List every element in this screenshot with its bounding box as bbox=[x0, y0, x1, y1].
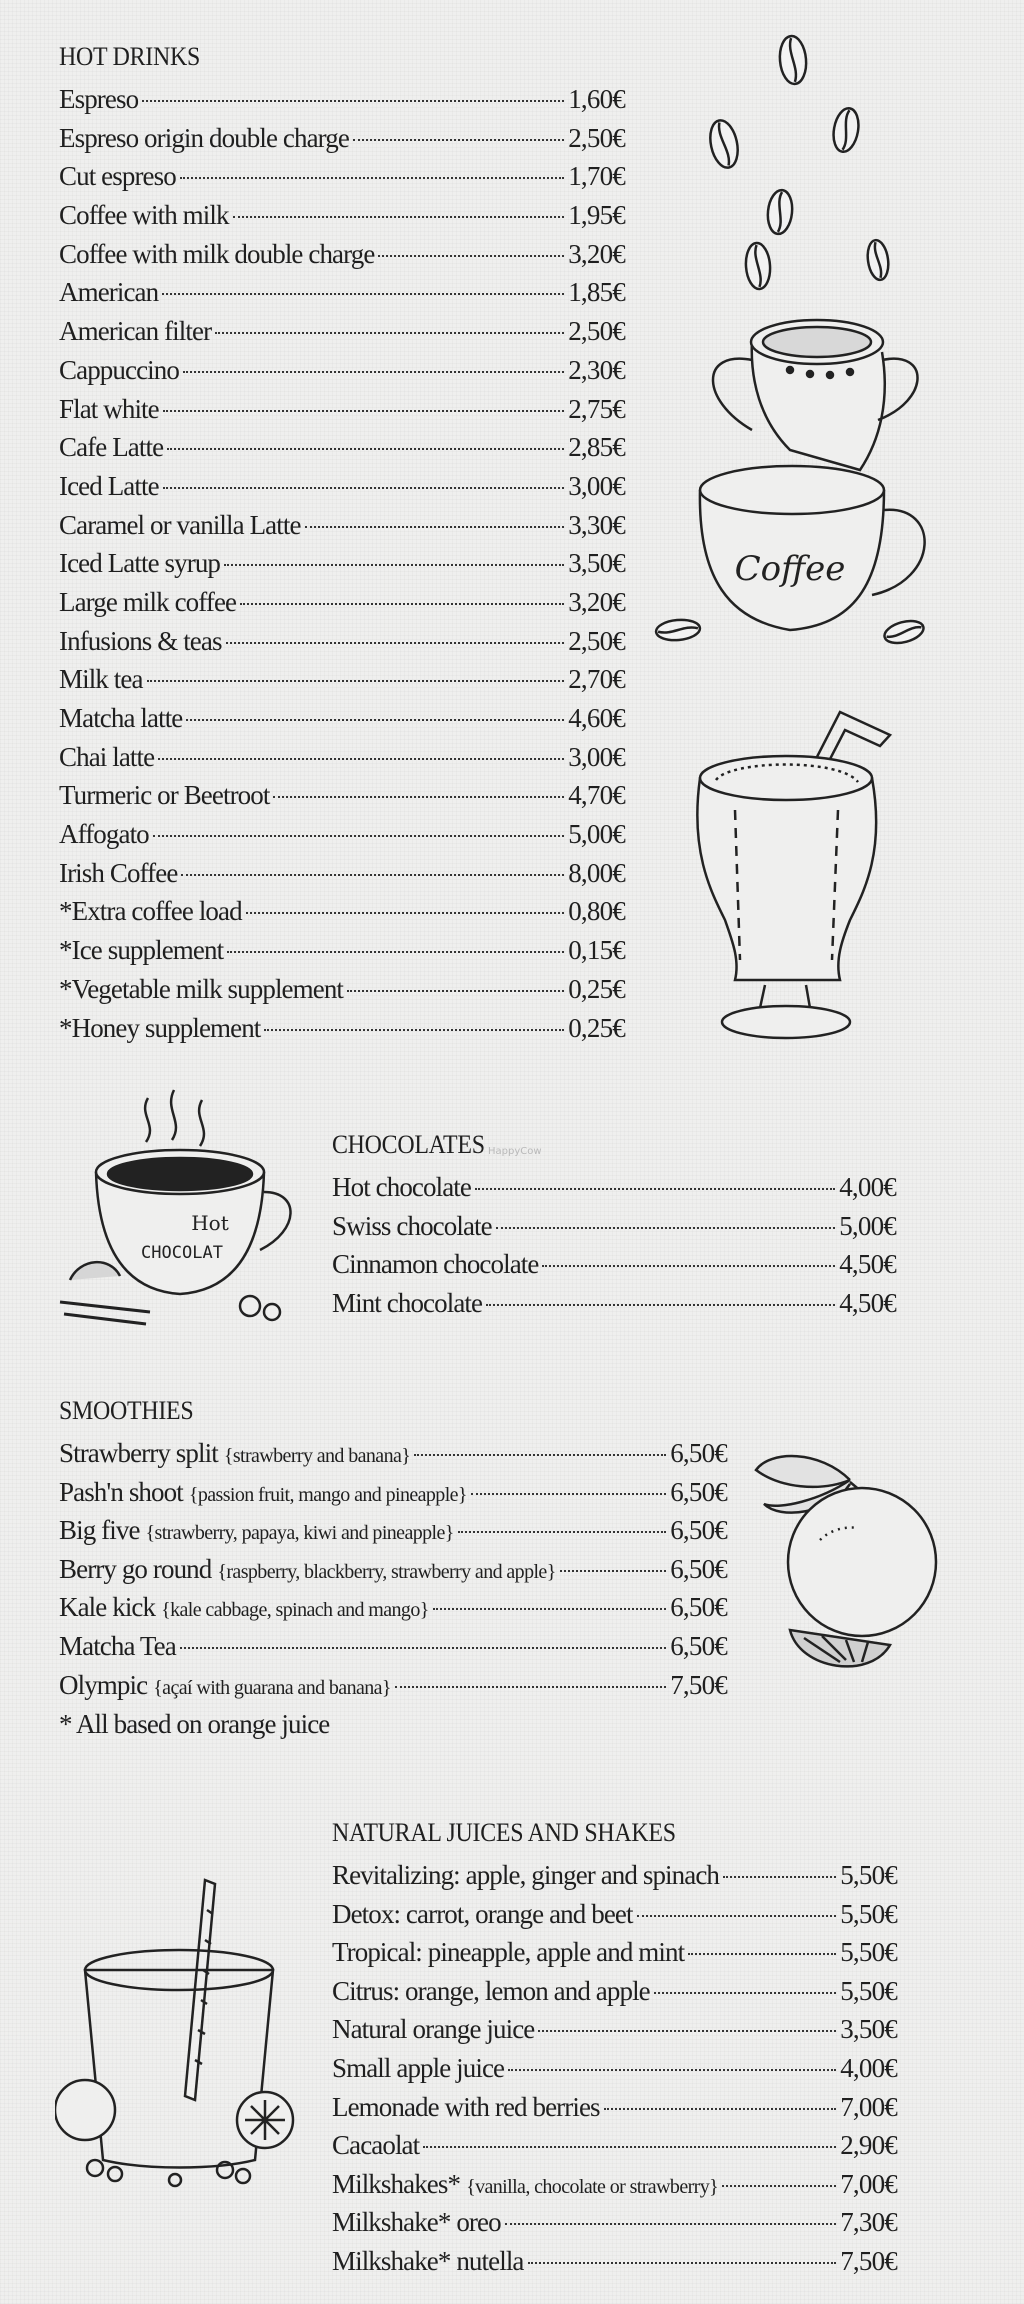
menu-item-description: {vanilla, chocolate or strawberry} bbox=[466, 2175, 719, 2198]
menu-item-row bbox=[59, 1666, 727, 1705]
dotted-leader bbox=[347, 990, 564, 992]
menu-item-name: Natural orange juice bbox=[332, 2014, 535, 2045]
menu-item-name: Cinnamon chocolate bbox=[332, 1249, 539, 1280]
menu-item-price: 5,50€ bbox=[840, 1898, 897, 1929]
cup-hot-label: Hot bbox=[191, 1211, 229, 1235]
section-title: CHOCOLATES bbox=[332, 1130, 485, 1159]
menu-item-name: American bbox=[59, 277, 159, 308]
menu-item-row bbox=[59, 273, 625, 312]
menu-item-name: Iced Latte bbox=[59, 470, 159, 501]
menu-item-name: Mint chocolate bbox=[332, 1287, 483, 1318]
menu-item-price: 2,90€ bbox=[840, 2130, 897, 2161]
menu-item-price: 5,50€ bbox=[840, 1937, 897, 1968]
menu-item-price: 3,20€ bbox=[568, 586, 625, 617]
menu-item-name: Milkshakes* bbox=[332, 2168, 461, 2199]
dotted-leader bbox=[227, 951, 564, 953]
menu-item-row bbox=[332, 1168, 896, 1207]
menu-item-row bbox=[332, 2203, 897, 2242]
cup-coffee-label: Coffee bbox=[734, 549, 846, 589]
dotted-leader bbox=[226, 642, 565, 644]
menu-item-price: 3,20€ bbox=[568, 238, 625, 269]
menu-item-row bbox=[59, 931, 625, 970]
juices-section bbox=[332, 1816, 897, 2281]
menu-item-row bbox=[59, 699, 625, 738]
menu-item-price: 6,50€ bbox=[670, 1515, 727, 1546]
menu-item-price: 8,00€ bbox=[568, 857, 625, 888]
menu-item-price: 5,50€ bbox=[840, 1975, 897, 2006]
menu-item-name: Olympic bbox=[59, 1669, 148, 1700]
menu-item-row bbox=[59, 467, 625, 506]
menu-item-name: Caramel or vanilla Latte bbox=[59, 509, 301, 540]
menu-item-row bbox=[332, 2010, 897, 2049]
menu-item-price: 4,60€ bbox=[568, 703, 625, 733]
dotted-leader bbox=[163, 410, 564, 412]
dotted-leader bbox=[215, 332, 564, 334]
menu-item-name: Turmeric or Beetroot bbox=[59, 780, 270, 811]
dotted-leader bbox=[305, 526, 565, 528]
menu-item-row bbox=[332, 1284, 896, 1323]
menu-item-price: 2,50€ bbox=[568, 316, 625, 347]
menu-item-price: 2,70€ bbox=[568, 664, 625, 695]
menu-item-row bbox=[332, 1856, 897, 1895]
menu-item-name: Tropical: pineapple, apple and mint bbox=[332, 1937, 685, 1968]
coffee-bean-icon bbox=[778, 35, 808, 85]
chocolates-list bbox=[332, 1168, 896, 1322]
hot-chocolate-illustration bbox=[50, 1080, 310, 1340]
menu-item-name: Cut espreso bbox=[59, 161, 176, 192]
coffee-bean-icon bbox=[882, 617, 926, 647]
menu-item-row bbox=[59, 776, 625, 815]
menu-item-description: {açaí with guarana and banana} bbox=[153, 1676, 391, 1699]
menu-item-description: {strawberry, papaya, kiwi and pineapple} bbox=[145, 1522, 454, 1545]
menu-item-name: Matcha Tea bbox=[59, 1630, 176, 1661]
dotted-leader bbox=[475, 1188, 835, 1190]
dotted-leader bbox=[654, 1992, 836, 1994]
dotted-leader bbox=[414, 1454, 666, 1456]
menu-item-price: 1,60€ bbox=[568, 84, 625, 114]
dotted-leader bbox=[264, 1029, 564, 1031]
menu-item-price: 7,50€ bbox=[840, 2245, 897, 2276]
menu-item-price: 6,50€ bbox=[670, 1476, 727, 1507]
menu-item-name: Espreso origin double charge bbox=[59, 122, 349, 153]
menu-item-row bbox=[59, 1473, 727, 1512]
menu-item-row bbox=[59, 544, 625, 583]
menu-item-price: 3,50€ bbox=[840, 2014, 897, 2045]
menu-item-name: *Honey supplement bbox=[59, 1012, 261, 1043]
menu-item-row bbox=[59, 815, 625, 854]
menu-item-row bbox=[332, 1972, 897, 2011]
menu-item-row bbox=[332, 2165, 897, 2204]
section-title: HOT DRINKS bbox=[59, 42, 201, 71]
juice-glass-illustration bbox=[55, 1870, 295, 2200]
dotted-leader bbox=[378, 255, 564, 257]
menu-item-price: 1,85€ bbox=[568, 277, 625, 308]
menu-item-name: *Vegetable milk supplement bbox=[59, 973, 344, 1004]
menu-item-name: Cacaolat bbox=[332, 2130, 420, 2161]
menu-item-row bbox=[59, 1588, 727, 1627]
menu-item-description: {passion fruit, mango and pineapple} bbox=[188, 1483, 467, 1506]
dotted-leader bbox=[180, 1647, 666, 1649]
menu-item-row bbox=[332, 2126, 897, 2165]
dotted-leader bbox=[688, 1953, 836, 1955]
dotted-leader bbox=[604, 2108, 837, 2110]
menu-item-name: Big five bbox=[59, 1515, 140, 1546]
menu-item-name: Pash'n shoot bbox=[59, 1476, 183, 1507]
menu-item-price: 5,00€ bbox=[568, 819, 625, 850]
menu-item-row bbox=[59, 428, 625, 467]
menu-item-name: Coffee with milk double charge bbox=[59, 238, 375, 269]
menu-item-row bbox=[59, 622, 625, 661]
menu-item-name: Flat white bbox=[59, 393, 159, 424]
menu-item-name: Espreso bbox=[59, 84, 139, 114]
menu-item-name: Lemonade with red berries bbox=[332, 2091, 600, 2122]
menu-item-name: Milkshake* nutella bbox=[332, 2245, 524, 2276]
menu-item-row bbox=[332, 2049, 897, 2088]
menu-item-row bbox=[59, 1511, 727, 1550]
menu-item-price: 4,50€ bbox=[839, 1287, 896, 1318]
menu-item-price: 4,50€ bbox=[839, 1249, 896, 1280]
dotted-leader bbox=[180, 177, 564, 179]
milkshake-glass-illustration bbox=[680, 700, 910, 1050]
menu-item-row bbox=[332, 2242, 897, 2281]
juices-list bbox=[332, 1856, 897, 2281]
menu-item-price: 0,25€ bbox=[568, 973, 625, 1004]
menu-item-row bbox=[332, 1933, 897, 1972]
menu-item-name: Citrus: orange, lemon and apple bbox=[332, 1975, 650, 2006]
menu-item-name: Milk tea bbox=[59, 664, 143, 695]
menu-item-row bbox=[59, 583, 625, 622]
dotted-leader bbox=[486, 1304, 835, 1306]
menu-item-row bbox=[59, 157, 625, 196]
dotted-leader bbox=[158, 758, 564, 760]
menu-item-price: 2,30€ bbox=[568, 354, 625, 385]
menu-item-name: Small apple juice bbox=[332, 2052, 505, 2083]
menu-item-row bbox=[332, 1895, 897, 1934]
menu-item-name: *Ice supplement bbox=[59, 935, 224, 966]
menu-item-row bbox=[59, 738, 625, 777]
menu-item-name: Strawberry split bbox=[59, 1438, 218, 1468]
menu-item-price: 1,95€ bbox=[568, 200, 625, 231]
menu-item-row bbox=[332, 2088, 897, 2127]
coffee-bean-icon bbox=[865, 239, 890, 281]
menu-item-price: 0,80€ bbox=[568, 896, 625, 927]
menu-item-name: Swiss chocolate bbox=[332, 1210, 492, 1241]
dotted-leader bbox=[246, 912, 565, 914]
dotted-leader bbox=[153, 835, 564, 837]
dotted-leader bbox=[147, 680, 565, 682]
coffee-bean-icon bbox=[830, 106, 861, 153]
dotted-leader bbox=[560, 1570, 667, 1572]
dotted-leader bbox=[163, 487, 565, 489]
menu-item-price: 4,00€ bbox=[839, 1172, 896, 1202]
menu-item-row bbox=[332, 1207, 896, 1246]
menu-item-row bbox=[59, 1627, 727, 1666]
dotted-leader bbox=[505, 2223, 837, 2225]
menu-item-price: 6,50€ bbox=[670, 1592, 727, 1623]
coffee-bean-icon bbox=[744, 242, 771, 290]
coffee-bean-icon bbox=[655, 618, 701, 642]
menu-item-row bbox=[59, 390, 625, 429]
dotted-leader bbox=[722, 2185, 836, 2187]
dotted-leader bbox=[240, 603, 564, 605]
coffee-cups-illustration bbox=[640, 20, 940, 670]
menu-item-price: 3,30€ bbox=[568, 509, 625, 540]
dotted-leader bbox=[538, 2030, 836, 2032]
menu-item-row bbox=[59, 892, 625, 931]
menu-item-price: 6,50€ bbox=[670, 1630, 727, 1661]
menu-item-description: {kale cabbage, spinach and mango} bbox=[161, 1599, 429, 1622]
menu-item-row bbox=[59, 506, 625, 545]
dotted-leader bbox=[423, 2146, 836, 2148]
menu-item-price: 6,50€ bbox=[670, 1438, 727, 1468]
dotted-leader bbox=[273, 796, 564, 798]
menu-item-row bbox=[59, 351, 625, 390]
menu-item-row bbox=[59, 660, 625, 699]
dotted-leader bbox=[528, 2262, 837, 2264]
dotted-leader bbox=[183, 371, 564, 373]
menu-item-price: 4,00€ bbox=[840, 2052, 897, 2083]
menu-item-name: Infusions & teas bbox=[59, 625, 222, 656]
menu-item-row bbox=[59, 1434, 727, 1473]
menu-item-price: 3,00€ bbox=[568, 741, 625, 772]
menu-item-row bbox=[59, 854, 625, 893]
section-title: SMOOTHIES bbox=[59, 1396, 194, 1425]
watermark: HappyCow bbox=[488, 1146, 542, 1157]
menu-item-price: 7,50€ bbox=[670, 1669, 727, 1700]
chocolates-section bbox=[332, 1128, 896, 1322]
menu-item-price: 1,70€ bbox=[568, 161, 625, 192]
menu-item-name: Cafe Latte bbox=[59, 432, 164, 463]
coffee-bean-icon bbox=[706, 118, 741, 170]
menu-item-row bbox=[59, 119, 625, 158]
menu-item-row bbox=[59, 80, 625, 119]
menu-item-name: Kale kick bbox=[59, 1592, 156, 1623]
menu-item-price: 5,50€ bbox=[840, 1860, 897, 1890]
dotted-leader bbox=[395, 1686, 666, 1688]
menu-item-description: {strawberry and banana} bbox=[223, 1445, 411, 1467]
menu-item-description: {raspberry, blackberry, strawberry and apple} bbox=[217, 1560, 556, 1583]
section-title: NATURAL JUICES AND SHAKES bbox=[332, 1818, 676, 1847]
menu-item-name: Coffee with milk bbox=[59, 200, 229, 231]
menu-item-price: 7,00€ bbox=[840, 2091, 897, 2122]
dotted-leader bbox=[496, 1227, 836, 1229]
menu-item-row bbox=[332, 1245, 896, 1284]
menu-item-name: Chai latte bbox=[59, 741, 155, 772]
menu-item-price: 0,15€ bbox=[568, 935, 625, 966]
coffee-cup-icon bbox=[700, 466, 925, 630]
menu-item-price: 2,85€ bbox=[568, 432, 625, 463]
menu-item-price: 3,50€ bbox=[568, 548, 625, 579]
menu-item-name: *Extra coffee load bbox=[59, 896, 242, 927]
menu-item-name: Cappuccino bbox=[59, 354, 179, 385]
hot-drinks-list bbox=[59, 80, 625, 1047]
menu-item-name: Detox: carrot, orange and beet bbox=[332, 1898, 633, 1929]
menu-item-price: 6,50€ bbox=[670, 1553, 727, 1584]
menu-item-name: Large milk coffee bbox=[59, 586, 237, 617]
menu-item-price: 5,00€ bbox=[839, 1210, 896, 1241]
dotted-leader bbox=[433, 1608, 667, 1610]
menu-item-row bbox=[59, 235, 625, 274]
dotted-leader bbox=[142, 100, 564, 102]
menu-item-row bbox=[59, 312, 625, 351]
cup-chocolat-label: CHOCOLAT bbox=[141, 1243, 223, 1263]
dotted-leader bbox=[167, 448, 564, 450]
menu-item-name: Iced Latte syrup bbox=[59, 548, 221, 579]
menu-item-name: American filter bbox=[59, 316, 212, 347]
dotted-leader bbox=[637, 1915, 837, 1917]
dotted-leader bbox=[508, 2069, 836, 2071]
dotted-leader bbox=[162, 293, 564, 295]
smoothies-list bbox=[59, 1434, 727, 1704]
menu-item-name: Revitalizing: apple, ginger and spinach bbox=[332, 1860, 720, 1890]
menu-item-row bbox=[59, 970, 625, 1009]
menu-item-name: Hot chocolate bbox=[332, 1172, 471, 1202]
menu-item-price: 7,00€ bbox=[840, 2168, 897, 2199]
menu-item-name: Milkshake* oreo bbox=[332, 2207, 501, 2238]
menu-item-price: 4,70€ bbox=[568, 780, 625, 811]
dotted-leader bbox=[186, 719, 564, 721]
menu-item-row bbox=[59, 1550, 727, 1589]
menu-item-row bbox=[59, 196, 625, 235]
dotted-leader bbox=[233, 216, 565, 218]
tilted-cup-icon bbox=[713, 320, 918, 470]
dotted-leader bbox=[723, 1876, 836, 1878]
menu-item-name: Berry go round bbox=[59, 1553, 212, 1584]
dotted-leader bbox=[471, 1493, 666, 1495]
orange-fruit-illustration bbox=[750, 1440, 950, 1690]
menu-item-row bbox=[59, 1009, 625, 1048]
dotted-leader bbox=[458, 1531, 666, 1533]
menu-item-price: 2,50€ bbox=[568, 122, 625, 153]
menu-item-price: 7,30€ bbox=[840, 2207, 897, 2238]
coffee-bean-icon bbox=[766, 189, 794, 235]
dotted-leader bbox=[353, 139, 564, 141]
menu-item-name: Affogato bbox=[59, 819, 149, 850]
dotted-leader bbox=[542, 1265, 835, 1267]
menu-item-price: 3,00€ bbox=[568, 470, 625, 501]
dotted-leader bbox=[224, 564, 564, 566]
menu-item-name: Irish Coffee bbox=[59, 857, 178, 888]
dotted-leader bbox=[181, 874, 564, 876]
menu-item-name: Matcha latte bbox=[59, 703, 183, 733]
smoothies-footnote: * All based on orange juice bbox=[59, 1709, 330, 1740]
menu-item-price: 0,25€ bbox=[568, 1012, 625, 1043]
menu-item-price: 2,50€ bbox=[568, 625, 625, 656]
hot-drinks-section bbox=[59, 40, 625, 1047]
menu-item-price: 2,75€ bbox=[568, 393, 625, 424]
smoothies-section bbox=[59, 1394, 727, 1744]
